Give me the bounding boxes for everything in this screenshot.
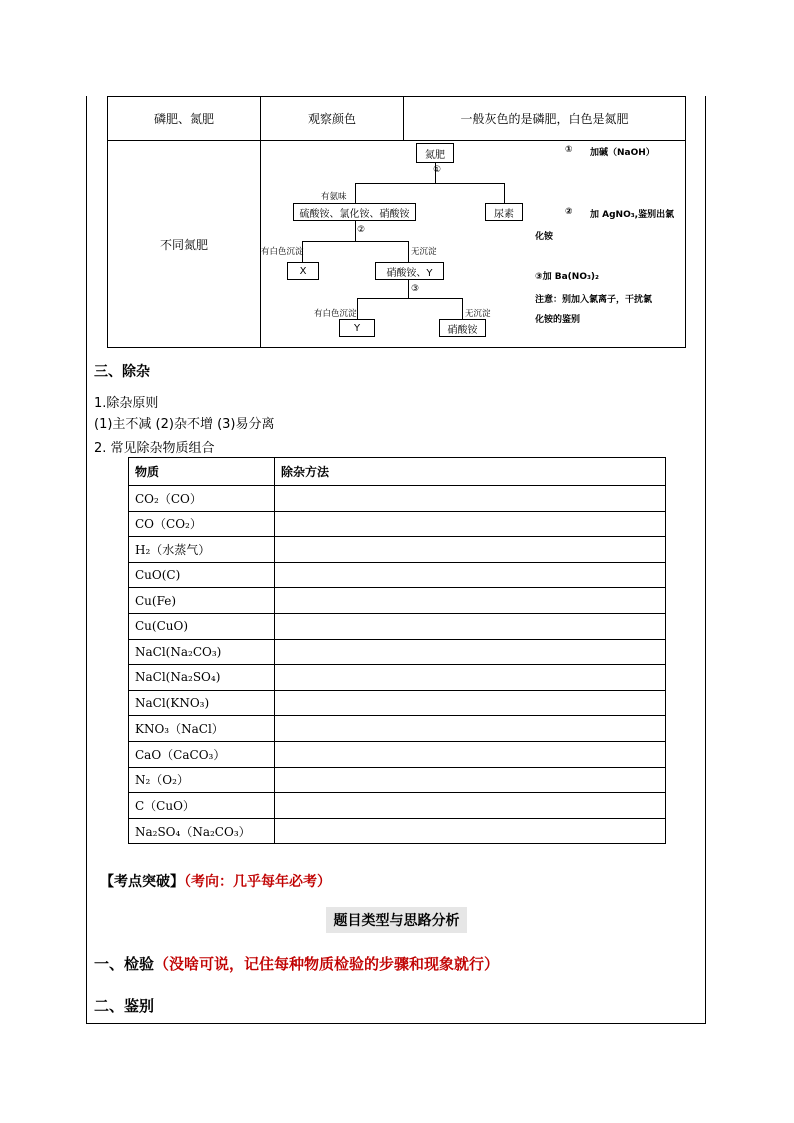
node-urea: 尿素	[485, 203, 523, 221]
method-cell[interactable]	[275, 741, 666, 767]
principle-list: (1)主不减 (2)杂不增 (3)易分离	[94, 417, 275, 432]
substance-cell: NaCl(KNO₃)	[129, 690, 275, 716]
row1-result: 一般灰色的是磷肥，白色是氮肥	[460, 112, 629, 126]
method-cell[interactable]	[275, 690, 666, 716]
node-x: X	[287, 262, 319, 280]
method-cell[interactable]	[275, 716, 666, 742]
combo-title: 2. 常见除杂物质组合	[94, 441, 215, 456]
label-no-ppt-1: 无沉淀	[411, 247, 437, 257]
table-row	[129, 639, 666, 665]
fertilizer-table	[107, 96, 686, 348]
method-cell[interactable]	[275, 537, 666, 563]
step2-label: ②	[357, 225, 366, 235]
exam-label-black: 【考点突破】	[100, 874, 184, 890]
note2-text-cont: 化铵	[535, 232, 554, 242]
substance-cell: NaCl(Na₂SO₄)	[129, 665, 275, 691]
method-cell[interactable]	[275, 588, 666, 614]
row1-method: 观察颜色	[307, 112, 356, 126]
note4-text: 注意：别加入氯离子，干扰氯	[535, 295, 653, 305]
table-row	[129, 818, 666, 844]
step1-label: ①	[433, 165, 442, 175]
substance-cell: NaCl(Na₂CO₃)	[129, 639, 275, 665]
substance-cell: Na₂SO₄（Na₂CO₃）	[129, 818, 275, 844]
exam-label-red: （考向：几乎每年必考）	[184, 874, 331, 890]
method-cell[interactable]	[275, 767, 666, 793]
node-group1: 硫酸铵、氯化铵、硝酸铵	[293, 203, 416, 221]
substance-cell: KNO₃（NaCl）	[129, 716, 275, 742]
node-ammonium-nitrate: 硝酸铵	[439, 319, 486, 337]
header-substance: 物质	[129, 458, 275, 486]
table-row	[129, 793, 666, 819]
substance-cell: Cu(Fe)	[129, 588, 275, 614]
substance-cell: CuO(C)	[129, 562, 275, 588]
step3-label: ③	[411, 284, 420, 294]
method-cell[interactable]	[275, 486, 666, 512]
method-cell[interactable]	[275, 665, 666, 691]
node-y: Y	[339, 319, 375, 337]
substance-cell: CO（CO₂）	[129, 511, 275, 537]
method-cell[interactable]	[275, 639, 666, 665]
impurity-table	[128, 457, 666, 844]
substance-cell: CaO（CaCO₃）	[129, 741, 275, 767]
method-cell[interactable]	[275, 818, 666, 844]
note1-text: 加碱（NaOH）	[590, 148, 655, 158]
inspection-heading: 一、检验	[94, 955, 155, 973]
substance-cell: N₂（O₂）	[129, 767, 275, 793]
label-no-ppt-2: 无沉淀	[465, 309, 491, 319]
method-cell[interactable]	[275, 511, 666, 537]
table-row	[129, 562, 666, 588]
label-white-ppt-1: 有白色沉淀	[261, 247, 304, 257]
table-row	[129, 613, 666, 639]
note2-number: ②	[565, 207, 573, 217]
note2-text: 加 AgNO₃,鉴别出氯	[590, 210, 675, 220]
table-row	[129, 486, 666, 512]
method-cell[interactable]	[275, 793, 666, 819]
table-row	[129, 716, 666, 742]
note1-number: ①	[565, 145, 573, 155]
table-row	[129, 665, 666, 691]
label-ammonia-smell: 有氨味	[321, 192, 347, 202]
substance-cell: CO₂（CO）	[129, 486, 275, 512]
principle-title: 1.除杂原则	[94, 396, 159, 411]
label-white-ppt-2: 有白色沉淀	[314, 309, 357, 319]
node-group2: 硝酸铵、Y	[375, 262, 444, 280]
method-cell[interactable]	[275, 613, 666, 639]
table-row	[129, 588, 666, 614]
table-row	[129, 511, 666, 537]
row2-name: 不同氮肥	[159, 237, 208, 252]
section-identification: 二、鉴别	[94, 997, 155, 1015]
substance-cell: Cu(CuO)	[129, 613, 275, 639]
section-inspection	[94, 953, 499, 974]
row1-name: 磷肥、氮肥	[153, 112, 214, 126]
table-row	[129, 690, 666, 716]
substance-cell: H₂（水蒸气）	[129, 537, 275, 563]
analysis-title: 题目类型与思路分析	[326, 907, 467, 933]
table-row	[129, 537, 666, 563]
inspection-note: （没啥可说，记住每种物质检验的步骤和现象就行）	[154, 955, 500, 973]
section3-heading: 三、除杂	[94, 364, 150, 380]
note4-text-cont: 化铵的鉴别	[535, 315, 581, 325]
table-row	[129, 767, 666, 793]
exam-label	[100, 871, 331, 891]
substance-cell: C（CuO）	[129, 793, 275, 819]
table-row	[129, 741, 666, 767]
header-method: 除杂方法	[275, 458, 666, 486]
method-cell[interactable]	[275, 562, 666, 588]
node-nitrogen-fertilizer: 氮肥	[416, 143, 454, 163]
note3-text: ③加 Ba(NO₃)₂	[535, 272, 599, 282]
